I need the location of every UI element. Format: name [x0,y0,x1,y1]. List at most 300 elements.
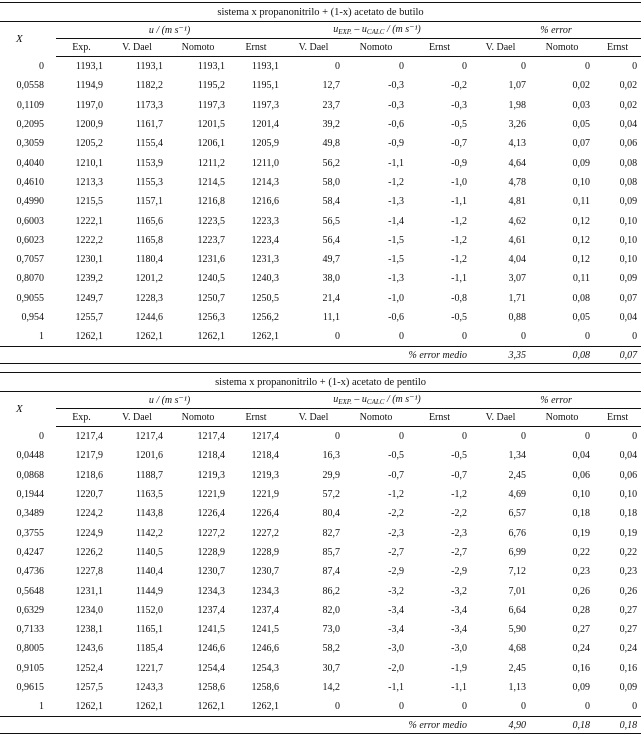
table-cell: 1262,1 [56,327,107,347]
table-cell: -1,2 [451,254,467,266]
table-cell: 1197,3 [197,99,225,111]
table-cell: -0,3 [388,99,404,111]
table-cell: 1217,4 [197,431,225,443]
table-cell: 1,13 [508,682,526,693]
table-row [0,601,641,620]
table-cell: 0,08 [619,176,638,188]
table-cell: 0 [471,697,530,717]
table-cell: 1241,5 [251,624,279,636]
table-cell: 1193,1 [135,61,163,73]
table-cell: 1140,4 [135,566,163,578]
x-cell: 0 [39,430,44,442]
table-cell: 1205,2 [75,138,103,150]
column-header: Nomoto [167,39,229,57]
table-cell: 1230,1 [75,254,103,266]
table-cell: 1218,4 [197,450,225,462]
x-cell: 1 [0,327,56,347]
table-cell: 1262,1 [56,697,107,717]
x-cell: 0,954 [21,312,44,323]
table-cell: 0,06 [619,138,638,150]
x-cell: 0,9105 [16,662,44,674]
table-row [0,173,641,192]
data-table [0,372,641,734]
table-row [0,678,641,697]
column-header: Nomoto [530,39,594,57]
table-cell: 1201,5 [197,119,225,131]
table-cell: 0 [530,327,594,347]
table-cell: 1230,7 [251,566,279,578]
column-header: Nomoto [167,409,229,427]
x-column-header: X [0,22,56,57]
table-cell: 1194,9 [75,80,103,92]
table-cell: -0,6 [388,119,404,131]
table-cell: 1,71 [508,292,526,304]
table-cell: 0,28 [572,604,590,616]
table-cell: 1200,9 [75,119,103,131]
table-cell: 1218,6 [75,469,103,481]
table-cell: -3,0 [388,643,404,655]
table-cell: 0 [462,431,467,443]
table-cell: 1218,4 [251,450,279,462]
table-cell: -2,3 [451,527,467,539]
table-cell: 0 [283,327,344,347]
table-cell: -1,3 [388,273,404,285]
table-cell: 0,10 [619,215,638,227]
table-cell: 58,0 [322,176,340,188]
x-cell: 0,6023 [16,234,44,246]
table-cell: -3,4 [451,624,467,636]
table-cell: 0 [399,61,404,73]
table-cell: -2,3 [388,527,404,539]
table-cell: 4,69 [508,489,526,501]
table-cell: 1,98 [508,99,526,111]
x-cell: 0,4040 [16,157,44,169]
column-header: V. Dael [471,409,530,427]
column-header: V. Dael [283,39,344,57]
column-header: Ernst [408,409,471,427]
x-cell: 0,8005 [16,643,44,655]
table-cell: 1214,5 [197,176,225,188]
table-cell: 0,06 [619,469,638,481]
table-cell: -0,9 [451,157,467,169]
table-cell: 1188,7 [135,469,163,481]
table-cell: -0,5 [451,450,467,462]
x-cell: 0,1109 [16,99,44,111]
table-cell: 29,9 [322,469,340,481]
table-cell: 80,4 [322,508,340,520]
mean-error-nomoto: 0,18 [530,717,594,734]
table-cell: -0,8 [451,292,467,304]
mean-error-label: % error medio [0,717,471,734]
table-cell: 0,05 [572,312,590,323]
table-cell: 1201,2 [135,273,163,285]
table-cell: 0 [462,61,467,73]
table-row [0,543,641,562]
table-cell: 1211,0 [251,157,279,169]
table-cell: 1222,2 [75,234,103,246]
table-cell: 82,0 [322,604,340,616]
table-cell: 1217,4 [75,431,103,443]
table-cell: 0,12 [572,215,590,227]
table-cell: 1256,3 [197,312,225,323]
table-row [0,581,641,600]
table-row [0,308,641,327]
table-cell: -1,9 [451,662,467,674]
table-cell: 1258,6 [197,682,225,693]
table-cell: 1223,7 [197,234,225,246]
sub-header-row [0,39,641,57]
table-cell: -3,4 [388,624,404,636]
table-row [0,562,641,581]
table-cell: 1228,9 [197,546,225,558]
table-cell: 0,02 [619,80,638,92]
column-header: Ernst [594,39,641,57]
table-cell: 1231,6 [197,254,225,266]
table-cell: 0,10 [619,254,638,266]
mean-error-ernst: 0,18 [594,717,641,734]
table-cell: -0,2 [451,80,467,92]
table-cell: -0,7 [451,469,467,481]
table-cell: 1185,4 [135,643,163,655]
table-cell: -3,4 [388,604,404,616]
table-cell: 1205,9 [251,138,279,150]
table-cell: 1228,3 [135,292,163,304]
table-cell: 39,2 [322,119,340,131]
table-cell: -0,7 [451,138,467,150]
table-cell: 1234,0 [75,604,103,616]
column-header: Ernst [229,409,283,427]
table-cell: 1223,4 [251,234,279,246]
table-cell: 1241,5 [197,624,225,636]
table-cell: 0,09 [619,682,638,693]
table-cell: -1,2 [451,215,467,227]
footer-row [0,717,641,734]
table-cell: 1254,3 [251,662,279,674]
table-cell: 1262,1 [107,697,167,717]
table-row [0,57,641,77]
table-row [0,134,641,153]
table-row [0,427,641,447]
column-header: V. Dael [107,39,167,57]
table-cell: 0,02 [572,80,590,92]
table-cell: 0 [521,61,526,73]
table-cell: 4,04 [508,254,526,266]
table-cell: 1244,6 [135,312,163,323]
table-cell: 0,18 [619,508,638,520]
table-cell: 3,26 [508,119,526,131]
table-cell: 56,4 [322,234,340,246]
x-cell: 0,8070 [16,273,44,285]
table-cell: -1,0 [388,292,404,304]
table-cell: 0,09 [619,273,638,285]
table-cell: -1,4 [388,215,404,227]
table-cell: 1234,3 [197,585,225,597]
mean-error-vdael: 3,35 [471,347,530,364]
table-row [0,289,641,308]
table-cell: 1262,1 [107,327,167,347]
table-cell: -1,1 [451,682,467,693]
table-cell: 57,2 [322,489,340,501]
table-cell: 1217,9 [75,450,103,462]
x-cell: 0,6003 [16,215,44,227]
table-cell: 0,11 [572,273,590,285]
table-cell: 1250,5 [251,292,279,304]
table-row [0,659,641,678]
table-cell: 1231,1 [75,585,103,597]
x-cell: 0,7133 [16,624,44,636]
x-cell: 0,3755 [16,527,44,539]
table-cell: 1221,9 [251,489,279,501]
table-cell: 7,12 [508,566,526,578]
table-cell: 1197,0 [75,99,103,111]
data-table [0,2,641,364]
table-cell: 1227,8 [75,566,103,578]
column-header: Ernst [229,39,283,57]
column-header: V. Dael [471,39,530,57]
table-cell: 56,5 [322,215,340,227]
x-cell: 0,7057 [16,254,44,266]
x-cell: 0,0868 [16,469,44,481]
x-cell: 0,4990 [16,196,44,208]
table-cell: 73,0 [322,624,340,636]
table-cell: 1217,4 [251,431,279,443]
table-cell: 1234,3 [251,585,279,597]
table-cell: 1220,7 [75,489,103,501]
table-cell: 0,10 [619,489,638,501]
table-cell: 23,7 [322,99,340,111]
table-cell: 0 [344,697,408,717]
table-cell: -0,5 [451,119,467,131]
table-cell: 0,27 [619,624,638,636]
table-cell: -2,0 [388,662,404,674]
table-cell: 1161,7 [135,119,163,131]
table-cell: -1,1 [451,273,467,285]
table-cell: 1243,3 [135,682,163,693]
x-cell: 0,2095 [16,119,44,131]
error-group-header: % error [471,392,641,409]
table-cell: 6,76 [508,527,526,539]
x-cell: 0,4247 [16,546,44,558]
table-cell: 1228,9 [251,546,279,558]
table-cell: 0,16 [619,662,638,674]
table-cell: 1221,7 [135,662,163,674]
mean-error-vdael: 4,90 [471,717,530,734]
table-cell: 0,23 [572,566,590,578]
table-cell: -2,2 [451,508,467,520]
table-cell: -1,1 [388,157,404,169]
footer-row [0,347,641,364]
table-cell: 0,08 [572,292,590,304]
x-cell: 0,3059 [16,138,44,150]
table-cell: 1219,3 [251,469,279,481]
table-cell: 0,24 [619,643,638,655]
table-cell: 2,45 [508,662,526,674]
table-cell: 0,09 [572,682,590,693]
table-cell: 85,7 [322,546,340,558]
table-cell: 1211,2 [197,157,225,169]
table-cell: 49,7 [322,254,340,266]
table-cell: 0 [335,61,340,73]
table-cell: 1201,6 [135,450,163,462]
table-cell: -1,2 [388,176,404,188]
table-cell: 0,88 [508,312,526,323]
table-cell: 0,10 [572,176,590,188]
table-cell: 1193,1 [75,61,103,73]
table-cell: 5,90 [508,624,526,636]
table-cell: 0 [594,697,641,717]
table-cell: 0,09 [572,157,590,169]
table-cell: 1254,4 [197,662,225,674]
table-cell: 1249,7 [75,292,103,304]
table-title: sistema x propanonitrilo + (1-x) acetato de pentilo [0,373,641,392]
x-cell: 0,3489 [16,508,44,520]
table-cell: 1224,9 [75,527,103,539]
table-row [0,639,641,658]
table-cell: 0,04 [619,119,638,131]
table-cell: 58,2 [322,643,340,655]
table-cell: 1240,5 [197,273,225,285]
table-cell: -1,5 [388,234,404,246]
table-cell: 1223,5 [197,215,225,227]
u-group-header: u / (m s⁻¹) [56,392,283,409]
table-row [0,96,641,115]
table-cell: 1165,6 [135,215,163,227]
table-row [0,523,641,542]
table-cell: 1173,3 [135,99,163,111]
table-cell: 1155,3 [135,176,163,188]
table-cell: 1246,6 [197,643,225,655]
table-cell: 1250,7 [197,292,225,304]
mean-error-ernst: 0,07 [594,347,641,364]
table-cell: 0,04 [619,450,638,462]
table-cell: 1226,4 [251,508,279,520]
table-cell: 1,07 [508,80,526,92]
x-cell: 0,4610 [16,176,44,188]
table-cell: -2,7 [451,546,467,558]
table-cell: 0 [594,327,641,347]
table-cell: 0 [283,697,344,717]
table-row [0,620,641,639]
table-cell: 4,78 [508,176,526,188]
table-cell: -2,2 [388,508,404,520]
table-cell: 0,07 [572,138,590,150]
table-cell: 3,07 [508,273,526,285]
table-cell: 1193,1 [197,61,225,73]
table-cell: 2,45 [508,469,526,481]
x-cell: 1 [0,697,56,717]
table-cell: 1256,2 [251,312,279,323]
column-header: Ernst [594,409,641,427]
table-cell: 0,27 [572,624,590,636]
table-cell: 0,02 [619,99,638,111]
table-pentilo-panel [0,372,641,734]
table-row [0,231,641,250]
table-cell: 1142,2 [135,527,163,539]
table-cell: 6,64 [508,604,526,616]
table-cell: 1165,8 [135,234,163,246]
table-cell: 1216,8 [197,196,225,208]
table-cell: 0 [585,61,590,73]
table-cell: 0,05 [572,119,590,131]
table-cell: 1182,2 [135,80,163,92]
table-row [0,76,641,95]
table-cell: 1258,6 [251,682,279,693]
table-cell: 0,08 [619,157,638,169]
table-cell: 1262,1 [167,697,229,717]
table-cell: 14,2 [322,682,340,693]
table-cell: 0 [530,697,594,717]
table-cell: 0 [399,431,404,443]
mean-error-nomoto: 0,08 [530,347,594,364]
table-cell: 7,01 [508,585,526,597]
table-butilo-panel [0,2,641,364]
table-cell: 1230,7 [197,566,225,578]
table-row [0,115,641,134]
table-cell: 4,81 [508,196,526,208]
table-cell: 0,06 [572,469,590,481]
table-cell: -2,7 [388,546,404,558]
table-cell: 0 [632,61,638,73]
table-cell: 1257,5 [75,682,103,693]
table-cell: 0,12 [572,234,590,246]
table-cell: 0,09 [619,196,638,208]
table-cell: 0,24 [572,643,590,655]
table-cell: 1214,3 [251,176,279,188]
column-header: Exp. [56,39,107,57]
table-cell: 1238,1 [75,624,103,636]
table-cell: 1223,3 [251,215,279,227]
u-diff-group-header: $u_{EXP.} - u_{CALC} / (m$ s⁻¹) [283,22,471,39]
x-cell: 0,0448 [16,450,44,462]
data-rows [0,427,641,717]
table-cell: 0,22 [619,546,638,558]
table-cell: 0,18 [572,508,590,520]
table-cell: 1219,3 [197,469,225,481]
table-row [0,466,641,485]
table-cell: 0,11 [572,196,590,208]
table-cell: 0,10 [572,489,590,501]
table-cell: 87,4 [322,566,340,578]
x-cell: 0,5648 [16,585,44,597]
table-cell: 0,26 [619,585,638,597]
table-cell: 1195,1 [251,80,279,92]
x-cell: 0,4736 [16,566,44,578]
table-cell: 1227,2 [251,527,279,539]
table-cell: 0 [585,431,590,443]
table-cell: 58,4 [322,196,340,208]
u-diff-group-header: $u_{EXP.} - u_{CALC} / (m$ s⁻¹) [283,392,471,409]
table-cell: 1221,9 [197,489,225,501]
table-cell: 1237,4 [251,604,279,616]
table-cell: -0,7 [388,469,404,481]
table-cell: 4,13 [508,138,526,150]
table-cell: 1262,1 [167,327,229,347]
table-cell: 0 [408,327,471,347]
table-cell: 1243,6 [75,643,103,655]
table-cell: 6,99 [508,546,526,558]
table-cell: -0,3 [388,80,404,92]
table-cell: -3,2 [451,585,467,597]
x-column-header: X [0,392,56,427]
table-row [0,192,641,211]
table-cell: 1262,1 [229,697,283,717]
table-cell: 11,1 [322,312,340,323]
table-cell: 1193,1 [251,61,279,73]
table-cell: 1252,4 [75,662,103,674]
table-cell: -1,2 [451,489,467,501]
table-cell: -0,5 [451,312,467,323]
table-cell: 1216,6 [251,196,279,208]
